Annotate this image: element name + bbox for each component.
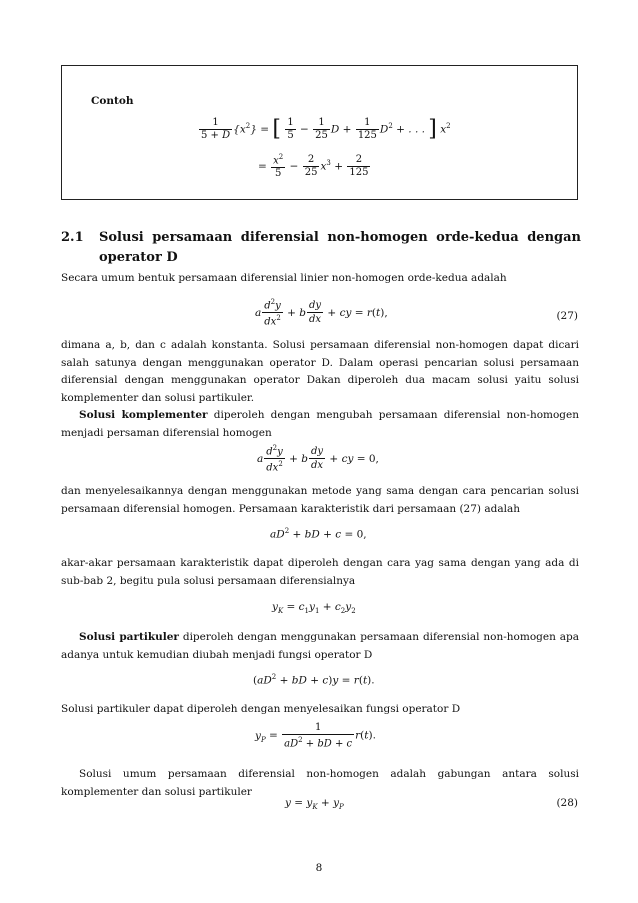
equation-27: a $\frac{d^2y}{dx^2}$ + b $\frac{dy}{dx}$ + cy = r(t), bbox=[255, 298, 388, 328]
equation-homogeneous: a $\frac{d^2y}{dx^2}$ + b $\frac{dy}{dx}$ + cy = 0, bbox=[257, 444, 379, 474]
complementary-term: Solusi komplementer bbox=[79, 409, 208, 421]
paragraph-roots: akar-akar persamaan karakteristik dapat diperoleh dengan cara yag sama dengan yang ada di sub-bab 2, begitu pula solusi persamaan diferensialnya bbox=[61, 557, 579, 587]
paragraph-characteristic: dan menyelesaikannya dengan menggunakan metode yang sama dengan cara pencarian solusi persamaan diferensial homogen. Persamaan karakteristik dari persamaan (27) adalah bbox=[61, 485, 579, 515]
paragraph-operator-d: dimana a, b, dan c adalah konstanta. Solusi persamaan diferensial non-homogen dapat dicari salah satunya dengan menggunakan operator D. Dalam operasi pencarian solusi persamaan diferensial dengan menggunakan operator Dakan diperoleh dua macam solusi yaitu solusi komplementer dan solusi partikuler. bbox=[61, 339, 579, 404]
paragraph-general-solution: Solusi umum persamaan diferensial non-homogen adalah gabungan antara solusi komplementer dan solusi partikuler bbox=[61, 768, 579, 798]
equation-number-27: (27) bbox=[556, 310, 578, 322]
paragraph-solve-operator: Solusi partikuler dapat diperoleh dengan menyelesaikan fungsi operator D bbox=[61, 703, 461, 715]
section-heading bbox=[61, 228, 581, 268]
particular-text: diperoleh dengan menggunakan persamaan diferensial non-homogen apa adanya untuk kemudian diubah menjadi fungsi operator D bbox=[61, 631, 579, 661]
equation-number-28: (28) bbox=[556, 797, 578, 809]
example-equation-line-2: = $\frac{x^2}{5}$ − $\frac{2}{25}$ $x^3$ + $\frac{2}{125}$ bbox=[258, 153, 369, 180]
section-title: Solusi persamaan diferensial non-homogen orde-kedua dengan operator D bbox=[99, 230, 581, 265]
example-equation-line-1: $\frac{1}{5 + D}$ $\{x^2\}$ = [ $\frac{1}{5}$ − $\frac{1}{25}$ D + $\frac{1}{125}$ $D^2$ + . . . ] $x^2$ bbox=[201, 116, 451, 142]
equation-yp: $y_P$ = $\frac{1}{aD^2 + bD + c}$ r(t). bbox=[255, 722, 376, 750]
equation-operator: ($aD^2$ + bD + c)y = r(t). bbox=[253, 673, 375, 687]
example-box bbox=[61, 65, 578, 200]
paragraph-particular bbox=[61, 629, 579, 664]
section-number: 2.1 bbox=[61, 230, 84, 245]
equation-yk: $y_K = c_1y_1 + c_2y_2$ bbox=[272, 601, 356, 616]
particular-term: Solusi partikuler bbox=[79, 631, 179, 643]
example-label: Contoh bbox=[91, 95, 134, 107]
complementary-text: diperoleh dengan mengubah persamaan diferensial non-homogen menjadi persaman diferensial homogen bbox=[61, 409, 580, 439]
page-number: 8 bbox=[315, 862, 323, 874]
paragraph-intro: Secara umum bentuk persamaan diferensial linier non-homogen orde-kedua adalah bbox=[61, 272, 507, 284]
equation-28: $y = y_K + y_P$ bbox=[285, 797, 344, 812]
paragraph-complementary bbox=[61, 407, 579, 442]
equation-characteristic: $aD^2$ + bD + c = 0, bbox=[270, 527, 367, 541]
